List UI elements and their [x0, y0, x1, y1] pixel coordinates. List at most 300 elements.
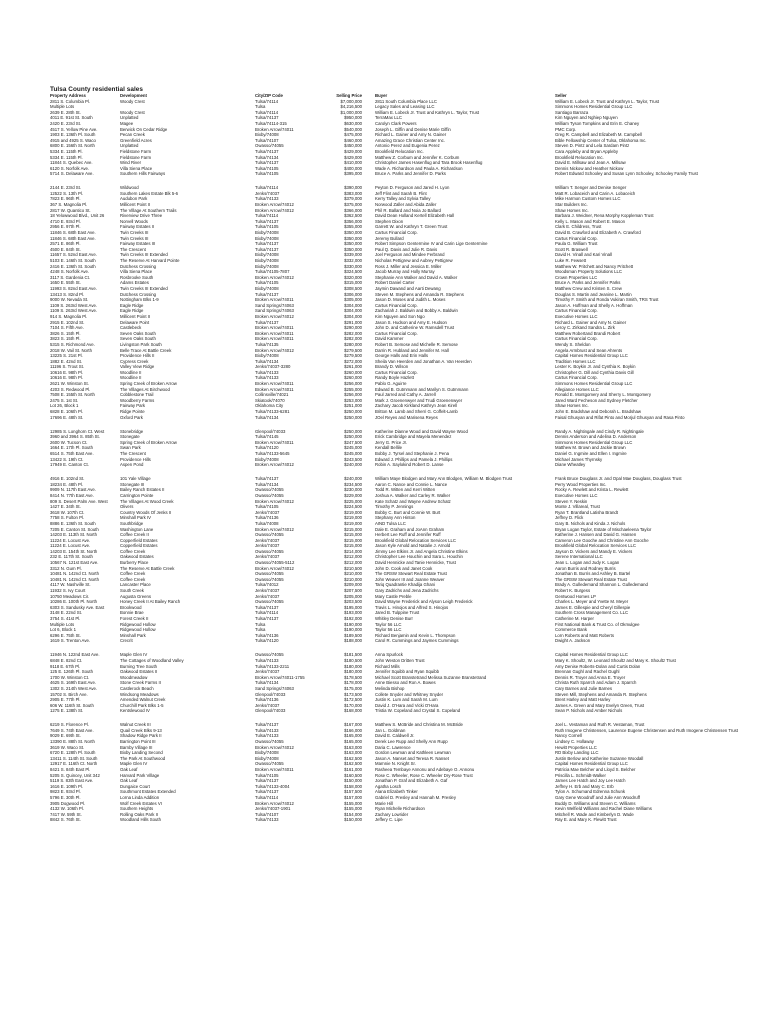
development-cell: Burberry Place — [120, 560, 149, 566]
city-zip-cell: Tulsa/74133 — [255, 733, 279, 739]
development-cell: Millicent Point II — [120, 202, 151, 208]
buyer-cell: Wade A. Richardson and Paula A. Richardson — [375, 165, 463, 171]
price-cell: $203,500 — [344, 599, 362, 605]
table-row — [50, 171, 740, 182]
development-cell: Twin Creeks III Extended — [120, 285, 168, 291]
buyer-cell: Jonathan P. Graf and Elizabeth A. Gaf — [375, 778, 448, 784]
seller-cell: Diane Wheatley — [555, 462, 586, 468]
price-cell: $410,000 — [344, 160, 362, 166]
development-cell: Kentslewood IV — [120, 708, 150, 714]
buyer-cell: TerraMax LLC — [375, 115, 402, 121]
address-cell: 10481 N. 142nd Ct. North — [50, 571, 99, 577]
seller-cell: Capital Homes Residential Group LLC — [555, 353, 628, 359]
buyer-cell: Katherine Dianne Wood and David Wayne Wood — [375, 428, 468, 434]
buyer-cell: Timothy P. Jennings — [375, 504, 414, 510]
buyer-cell: Kendall Bellile — [375, 445, 402, 451]
seller-cell: Cartus Financial Corp. — [555, 235, 598, 241]
buyer-cell: Paul Jarred and Cathy A. Jarrell — [375, 392, 436, 398]
price-cell: $308,500 — [344, 285, 362, 291]
buyer-cell: Alana Elizabeth Tinker — [375, 789, 418, 795]
city-zip-cell: Broken Arrow/74011 — [255, 297, 294, 303]
buyer-cell: Jeremy Bullard — [375, 235, 404, 241]
buyer-cell: Erick Cambridge and Mayela Menendez — [375, 434, 452, 440]
buyer-cell: Bobby J. Tyrsel and Stephanie J. Pena — [375, 451, 449, 456]
address-cell: 2571 E. 86th Pl. — [50, 241, 81, 247]
price-cell: $178,500 — [344, 674, 362, 680]
buyer-cell: Aaron C. Nance and Connie L. Nance — [375, 481, 448, 487]
buyer-cell: Matthew Z. Corbum and Jennifer K. Corbum — [375, 154, 460, 160]
buyer-cell: Cartus Financial Corp. — [375, 330, 418, 336]
price-cell: $240,000 — [344, 476, 362, 482]
price-cell: $245,000 — [344, 445, 362, 451]
price-cell: $247,500 — [344, 439, 362, 445]
seller-cell: Katherine J. Hansen and David G. Hansen — [555, 532, 637, 538]
price-cell: $350,000 — [344, 230, 362, 236]
development-cell: Lancaster Place — [120, 582, 151, 588]
buyer-cell: William Maye Blodgen and Mary Ann Blodgen, William M. Blodgen Trust — [375, 476, 513, 482]
address-cell: 8886 E. 136th St. South — [50, 520, 96, 526]
price-cell: $290,000 — [344, 325, 362, 331]
development-cell: Oxford Park — [120, 414, 143, 420]
seller-cell: Jonathan B. Burris and Ashley B. Bartel — [555, 571, 631, 577]
city-zip-cell: Broken Arrow/74012 — [255, 313, 294, 319]
buyer-cell: Nicholas Pettigrew and Aubrey Pettigrew — [375, 258, 453, 264]
price-cell: $215,000 — [344, 532, 362, 538]
development-cell: The Crescent — [120, 246, 146, 252]
development-cell: Southern Hills Fairways — [120, 171, 166, 177]
address-cell: 4500 E. 84th St. — [50, 246, 81, 252]
address-cell: 13411 S. 114th St. South — [50, 755, 98, 761]
address-cell: 4248 S. Norfolk Ave. — [50, 269, 90, 275]
seller-cell: Monte J. Villareal, Trust — [555, 504, 600, 510]
development-cell: Bonnie Brae — [120, 610, 144, 616]
development-cell: Riverview Drive Three — [120, 213, 163, 219]
buyer-cell: Antonio Perez and Eugenia Perez — [375, 143, 440, 149]
development-cell: Rolling Oaks Park II — [120, 811, 158, 817]
address-cell: 2621 W. Winston St. — [50, 381, 89, 387]
development-cell: The Reserve At Battle Creek — [120, 565, 175, 571]
address-cell: 7823 E. 96th Pl. — [50, 196, 81, 202]
buyer-cell: Jeff Flint and Sarah B. Flint — [375, 190, 427, 196]
development-cell: Twin Creeks III — [120, 230, 149, 236]
price-cell: $162,500 — [344, 761, 362, 767]
column-header-price: Selling Price — [336, 93, 362, 98]
development-cell: Copperfield Estates — [120, 537, 158, 543]
price-cell: $188,000 — [344, 638, 362, 644]
address-cell: 2905 E. 77th Pl. — [50, 697, 81, 703]
development-cell: Honey Creek II At Bailey Ranch — [120, 599, 181, 605]
seller-cell: Mary K. Shoultz, W. Leonard Shoultz and Mary K. Shoultz Trust — [555, 657, 676, 663]
buyer-cell: Stephany Ann Hinton — [375, 515, 416, 521]
price-cell: $362,500 — [344, 213, 362, 219]
address-cell: 17696 E. 48th St. — [50, 414, 84, 420]
buyer-cell: Brandy D. Wilson — [375, 364, 409, 370]
development-cell: Oak Leaf — [120, 767, 138, 773]
city-zip-cell: Bixby/74008 — [255, 258, 279, 264]
buyer-cell: Rasheea Tembaye Annonu and Adebaye O. Annonu — [375, 767, 475, 773]
address-cell: 1109 S. 263rd West Ave. — [50, 302, 98, 308]
price-cell: $150,000 — [344, 817, 362, 823]
city-zip-cell: Tulsa/74114 — [255, 98, 279, 104]
city-zip-cell: Glenpool/74033 — [255, 428, 286, 434]
address-cell: 1882 E. 42nd St. — [50, 358, 83, 364]
development-cell: Fairway Park — [120, 403, 146, 409]
seller-cell: Matthew Crew and Kristen S. Crew — [555, 285, 622, 291]
table-row — [50, 415, 740, 426]
seller-cell: Dennis Nickow and Heather Nickow — [555, 165, 624, 171]
address-cell: 17949 E. Canton Ct. — [50, 462, 89, 468]
city-zip-cell: Broken Arrow/74011 — [255, 336, 294, 342]
city-zip-cell: Tulsa/74120 — [255, 445, 279, 451]
address-cell: 15702 S. Birch Ave. — [50, 691, 88, 697]
seller-cell: Brent Harley and Matt Harley — [555, 697, 611, 703]
city-zip-cell: Tulsa/74137 — [255, 148, 279, 154]
price-cell: $356,000 — [344, 218, 362, 224]
buyer-cell: Cartus Financial Corp. — [375, 230, 418, 236]
development-cell: The Cottages of Woodland Valley — [120, 657, 184, 663]
price-cell: $219,000 — [344, 515, 362, 521]
city-zip-cell: Tulsa/74120 — [255, 638, 279, 644]
development-cell: Fairway Estates III — [120, 241, 156, 247]
seller-cell: Capital Homes Residential Group LLC — [555, 761, 628, 767]
buyer-cell: Peyton D. Ferguson and Jared H. Lyon — [375, 185, 450, 191]
address-cell: 7104 S. Fifth Ave. — [50, 325, 84, 331]
buyer-cell: John Weaver III and Joanne Weaver — [375, 576, 445, 582]
address-cell: 7758 S. Fulton Pl. — [50, 515, 85, 521]
buyer-cell: 2811 South Columbia Place LLC — [375, 98, 438, 104]
seller-cell: Dennis R. Troyer and Anna E. Troyer — [555, 674, 626, 680]
development-cell: Unplatted — [120, 143, 139, 149]
city-zip-cell: Tulsa/74137 — [255, 476, 279, 482]
seller-cell: Kelly L. Mason and Robert E. Mason — [555, 218, 625, 224]
seller-cell: Dwight A. Jackson — [555, 638, 591, 644]
development-cell: Woodberry Farms — [120, 397, 155, 403]
development-cell: Oakwood Estates — [120, 554, 154, 560]
city-zip-cell: Tulsa/74134 — [255, 481, 279, 487]
development-cell: Barrington Point III — [120, 739, 156, 745]
city-zip-cell: Tulsa/74137 — [255, 616, 279, 622]
city-zip-cell: Broken Arrow/74011 — [255, 126, 294, 132]
price-cell: $225,000 — [344, 498, 362, 504]
buyer-cell: Matthew S. McBride and Christina M. McBride — [375, 722, 463, 728]
city-zip-cell: Tulsa/74114-315 — [255, 120, 287, 126]
address-cell: 12522 S. 13th Pl. — [50, 190, 83, 196]
city-zip-cell: Owasso/74055 — [255, 599, 284, 605]
price-cell: $250,000 — [344, 428, 362, 434]
document-title: Tulsa County residential sales — [50, 86, 144, 93]
address-cell: 4132 W. 106th Pl. — [50, 806, 84, 812]
development-cell: Augusta Greens — [120, 593, 152, 599]
price-cell: $170,000 — [344, 702, 362, 708]
city-zip-cell: Tulsa/74133 — [255, 369, 279, 375]
address-cell: 5334 E. 115th Pl. — [50, 154, 83, 160]
development-cell: Bailey Ranch Estates II — [120, 487, 165, 493]
city-zip-cell: Bixby/74008 — [255, 230, 279, 236]
development-cell: Spring Creek of Broken Arrow — [120, 439, 177, 445]
price-cell: $165,000 — [344, 739, 362, 745]
seller-cell: Lindsey C. Hollaway — [555, 739, 594, 745]
buyer-cell: Mary Castle Preble — [375, 593, 412, 599]
development-cell: Windsong Meadows — [120, 691, 159, 697]
price-cell: $219,000 — [344, 509, 362, 515]
development-cell: Woodline II — [120, 369, 142, 375]
city-zip-cell: Tulsa/74105-7807 — [255, 269, 290, 275]
buyer-cell: Melinda Bishop — [375, 685, 405, 691]
buyer-cell: Jacob Murray and Holly Murray — [375, 269, 435, 275]
buyer-cell: Edward B. Gutmmann and Marilyn S. Gutmmann — [375, 386, 469, 392]
city-zip-cell: Bixby/74008 — [255, 132, 279, 138]
seller-cell: PMC Corp. — [555, 126, 577, 132]
buyer-cell: David Dean Holland Kertell Elizabeth Hall — [375, 213, 455, 219]
seller-cell: Christopher G. Dill and Cynthia Davis Gill — [555, 369, 634, 375]
seller-cell: Commerce Bank — [555, 627, 587, 633]
price-cell: $261,000 — [344, 364, 362, 370]
seller-cell: Simmons Homes Residential Group LLC — [555, 381, 633, 387]
buyer-cell: Travis L. Hinojos and Alfred S. Hinojos — [375, 604, 449, 610]
buyer-cell: Amazing Grace Christian Center Inc. — [375, 137, 445, 143]
price-cell: $234,500 — [344, 481, 362, 487]
city-zip-cell: Owasso/74055 — [255, 571, 284, 577]
price-cell: $214,000 — [344, 548, 362, 554]
price-cell: $158,000 — [344, 783, 362, 789]
city-zip-cell: Jenks/74037 — [255, 190, 280, 196]
city-zip-cell: Broken Arrow/74011 — [255, 439, 294, 445]
buyer-cell: Taylor 56 LLC — [375, 621, 402, 627]
seller-cell: Serene International LLC — [555, 554, 603, 560]
buyer-cell: Derek Lee Rupp and Shelly Ann Rupp — [375, 739, 448, 745]
city-zip-cell: Bixby/74008 — [255, 285, 279, 291]
seller-cell: Executive Homes LLC — [555, 313, 598, 319]
price-cell: $167,000 — [344, 722, 362, 728]
price-cell: $195,000 — [344, 604, 362, 610]
price-cell: $219,000 — [344, 520, 362, 526]
seller-cell: Mike Harmon Custom Homes LLC — [555, 196, 621, 202]
address-cell: 6848 E. 82nd Ct. — [50, 657, 83, 663]
city-zip-cell: Glenpool/74033 — [255, 708, 286, 714]
price-cell: $243,500 — [344, 456, 362, 462]
city-zip-cell: Tulsa/74133 — [255, 727, 279, 733]
development-cell: Wildwood — [120, 185, 139, 191]
development-cell: Coffee Creek — [120, 576, 146, 582]
address-cell: 8842 S. 76th St. — [50, 817, 81, 823]
buyer-cell: Justin K. Lum and Sarah M. Lum — [375, 697, 438, 703]
development-cell: Stonebridge — [120, 428, 144, 434]
price-cell: $260,000 — [344, 369, 362, 375]
seller-cell: Santiago Barraza — [555, 109, 589, 115]
city-zip-cell: Broken Arrow/74012 — [255, 347, 294, 353]
seller-cell: Brennan Gughl and Rachel Gughl — [555, 669, 620, 675]
city-zip-cell: Tulsa/74137 — [255, 722, 279, 728]
price-cell: $240,000 — [344, 462, 362, 468]
seller-cell: Steven Mill, Stephens and Amanda R. Stephens — [555, 691, 647, 697]
development-cell: Norvell Woods — [120, 218, 148, 224]
seller-cell: Kim Nguyen and Nghiep Nguyen — [555, 115, 618, 121]
address-cell: 2639 E. 28th St. — [50, 109, 81, 115]
price-cell: $400,000 — [344, 165, 362, 171]
development-cell: Harvard Park Village — [120, 772, 160, 778]
price-cell: $229,000 — [344, 492, 362, 498]
address-cell: 809 S. Desert Palm Ave. West — [50, 498, 108, 504]
price-cell: $304,000 — [344, 313, 362, 319]
seller-cell: Steven D. Pintz and Lela Sardam Pintz — [555, 143, 630, 149]
development-cell: Oakwood Estates II — [120, 669, 158, 675]
price-cell: $215,000 — [344, 543, 362, 549]
address-cell: 1616 E. 109th Pl. — [50, 783, 83, 789]
price-cell: $210,000 — [344, 571, 362, 577]
price-cell: $350,000 — [344, 235, 362, 241]
city-zip-cell: Tulsa/74136 — [255, 697, 279, 703]
city-zip-cell: Jenks/74037-3280 — [255, 364, 291, 370]
city-zip-cell: Tulsa/74114 — [255, 610, 279, 616]
buyer-cell: David E. Caldwell Jr. — [375, 733, 415, 739]
buyer-cell: Jason D. Moses and Judith L. Moses — [375, 297, 446, 303]
development-cell: Washington Lane — [120, 526, 154, 532]
seller-cell: Matthew Robertand Brandi Robert — [555, 330, 621, 336]
price-cell: $350,000 — [344, 241, 362, 247]
price-cell: $215,000 — [344, 526, 362, 532]
seller-cell: Catherine M. Harper — [555, 616, 594, 622]
city-zip-cell: Broken Arrow/74012 — [255, 526, 294, 532]
price-cell: $172,500 — [344, 697, 362, 703]
city-zip-cell: Broken Arrow/74011 — [255, 767, 294, 773]
development-cell: Ridgewood Hollow — [120, 621, 156, 627]
city-zip-cell: Broken Arrow/74012 — [255, 565, 294, 571]
development-cell: Barnby Village III — [120, 744, 153, 750]
seller-cell: Shaw Homes Inc. — [555, 403, 589, 409]
address-cell: 5205 S. Quincey, Unit 342 — [50, 772, 100, 778]
buyer-cell: Gary Zadrichs and Jena Zadrichs — [375, 588, 439, 594]
address-cell: 11846 S. 68th East Ave. — [50, 230, 96, 236]
buyer-cell: Jared B. Tulppine Trust — [375, 610, 420, 616]
address-cell: 4710 E. 93rd Pl. — [50, 218, 81, 224]
address-cell: 2915 E. 102nd St. — [50, 319, 85, 325]
seller-cell: Crown Properties LLC — [555, 274, 598, 280]
buyer-cell: Kerry Talley and Sylvia Talley — [375, 196, 431, 202]
buyer-cell: Pablo G. Aguirre — [375, 381, 407, 387]
buyer-cell: Jason S. Hudson and Amy E. Hudson — [375, 319, 447, 325]
development-cell: 101 Yale Village — [120, 476, 151, 482]
buyer-cell: Norwood Zaller and Abida Zaller — [375, 202, 437, 208]
price-cell: $209,000 — [344, 582, 362, 588]
city-zip-cell: Tulsa/74134 — [255, 680, 279, 686]
address-cell: 1903 E. 136th Pl. South — [50, 132, 96, 138]
buyer-cell: Robert B. Semose and Michelle R. Semose — [375, 341, 458, 347]
development-cell: Dungaice Court — [120, 783, 150, 789]
address-cell: 7649 S. 74th East Ave. — [50, 727, 94, 733]
price-cell: $324,500 — [344, 269, 362, 275]
seller-cell: Robert Edward Schooley and Susan Lynn Schooley, Schooley Family Trust — [555, 171, 698, 177]
address-cell: 1664 E. 17th Pl. South — [50, 445, 94, 451]
development-cell: Delaware Point — [120, 319, 150, 325]
price-cell: $230,000 — [344, 487, 362, 493]
development-cell: Nottingham Blks 1-9 — [120, 297, 159, 303]
price-cell: $350,000 — [344, 246, 362, 252]
address-cell: 8414 N. 77th East Ave. — [50, 492, 94, 498]
buyer-cell: Joshua A. Walker and Carley R. Walker — [375, 492, 451, 498]
city-zip-cell: Broken Arrow/74012 — [255, 207, 294, 213]
price-cell: $279,500 — [344, 347, 362, 353]
address-cell: 8421 S. 84th East Pl. — [50, 767, 91, 773]
buyer-cell: Zachary Jacob Kirkland Kathryn Jean Kirell — [375, 403, 458, 409]
buyer-cell: Brookfield Relocation Inc. — [375, 148, 424, 154]
price-cell: $460,000 — [344, 137, 362, 143]
price-cell: $161,000 — [344, 767, 362, 773]
price-cell: $379,000 — [344, 196, 362, 202]
price-cell: $950,000 — [344, 115, 362, 121]
seller-cell: Tradition Homes LLC — [555, 358, 596, 364]
development-cell: Southern Heights — [120, 806, 154, 812]
price-cell: $306,000 — [344, 291, 362, 297]
seller-cell: Kevin Welfield Williams and Rachel Diane Williams — [555, 806, 652, 812]
price-cell: $315,000 — [344, 280, 362, 286]
buyer-cell: John Weston Dritten Trust — [375, 657, 425, 663]
development-cell: Villa Siena Place — [120, 269, 153, 275]
city-zip-cell: Oklahoma City — [255, 403, 284, 409]
price-cell: $150,000 — [344, 778, 362, 784]
address-cell: 6828 E. 106th Pl. — [50, 409, 83, 415]
buyer-cell: George Halls and Erin Halls — [375, 353, 429, 359]
seller-cell: Scott R. Braswell — [555, 246, 588, 252]
address-cell: 2018 W. Vail St. North — [50, 347, 92, 353]
city-zip-cell: Broken Arrow/74011 — [255, 325, 294, 331]
seller-cell: Shaw Homes Inc. — [555, 207, 589, 213]
development-cell: Southbridge — [120, 520, 144, 526]
address-cell: Lot 6, Block 1 — [50, 627, 77, 633]
address-cell: 6303 S. Sandusky Ave. East — [50, 604, 105, 610]
development-cell: Coffee Creek — [120, 571, 146, 577]
city-zip-cell: Tulsa/74134 — [255, 414, 279, 420]
buyer-cell: Kim Nguyen and Son Ngo — [375, 313, 425, 319]
seller-cell: Amy Denise Roberts-Dolan and Curtis Dolan — [555, 663, 641, 669]
price-cell: $260,000 — [344, 375, 362, 381]
seller-cell: Star Builders Inc. — [555, 202, 588, 208]
city-zip-cell: Broken Arrow/74011 — [255, 386, 294, 392]
city-zip-cell: Jenks/74037 — [255, 588, 280, 594]
price-cell: $155,000 — [344, 806, 362, 812]
seller-cell: James A. Green and Mary Evelyn Green, Trust — [555, 702, 645, 708]
development-cell: Providence Hills — [120, 456, 151, 462]
buyer-cell: Jerry G. Price Jr. — [375, 439, 407, 445]
address-cell: 5334 E. 115th Pl. — [50, 148, 83, 154]
address-cell: 4011 E. 91st St. South — [50, 115, 93, 121]
address-cell: 1275 E. 138th St. — [50, 708, 84, 714]
column-header-buyer: Buyer — [375, 93, 388, 98]
buyer-cell: David Wayne Frederick and Alyson Leigh Frederick — [375, 599, 473, 605]
city-zip-cell: Tulsa/74105 — [255, 165, 279, 171]
address-cell: 3618 W. 107th Ct. — [50, 509, 85, 515]
address-cell: 3312 N. Gum Pl. — [50, 565, 82, 571]
price-cell: $282,000 — [344, 330, 362, 336]
buyer-cell: Brookfield Global Relocation Services LLC — [375, 537, 456, 543]
development-cell: Fieldstone Farm — [120, 154, 152, 160]
seller-cell: Angela Armbrust and Sean Ahrents — [555, 347, 623, 353]
price-cell: $282,000 — [344, 336, 362, 342]
price-cell: $250,000 — [344, 434, 362, 440]
address-cell: 6720 E. 128th Pl. South — [50, 750, 96, 756]
city-zip-cell: Owasso/74055 — [255, 532, 284, 538]
address-cell: Lot 26, Block 1 — [50, 403, 79, 409]
city-zip-cell: Bixby/74008 — [255, 755, 279, 761]
address-cell: 1650 E. 55th St. — [50, 280, 81, 286]
seller-cell: David E. Millsaw and Jean A. Millsaw — [555, 160, 626, 166]
address-cell: 11844 S. Quebec Ave. — [50, 160, 93, 166]
price-cell: $190,000 — [344, 621, 362, 627]
development-cell: Coffee Creek — [120, 548, 146, 554]
address-cell: 1619 S. Trenton Ave. — [50, 638, 91, 644]
development-cell: South Creek — [120, 588, 144, 594]
seller-cell: Greg R. Campbell and Elizabeth M. Campbell — [555, 132, 642, 138]
address-cell: 6296 E. 75th St. — [50, 632, 81, 638]
